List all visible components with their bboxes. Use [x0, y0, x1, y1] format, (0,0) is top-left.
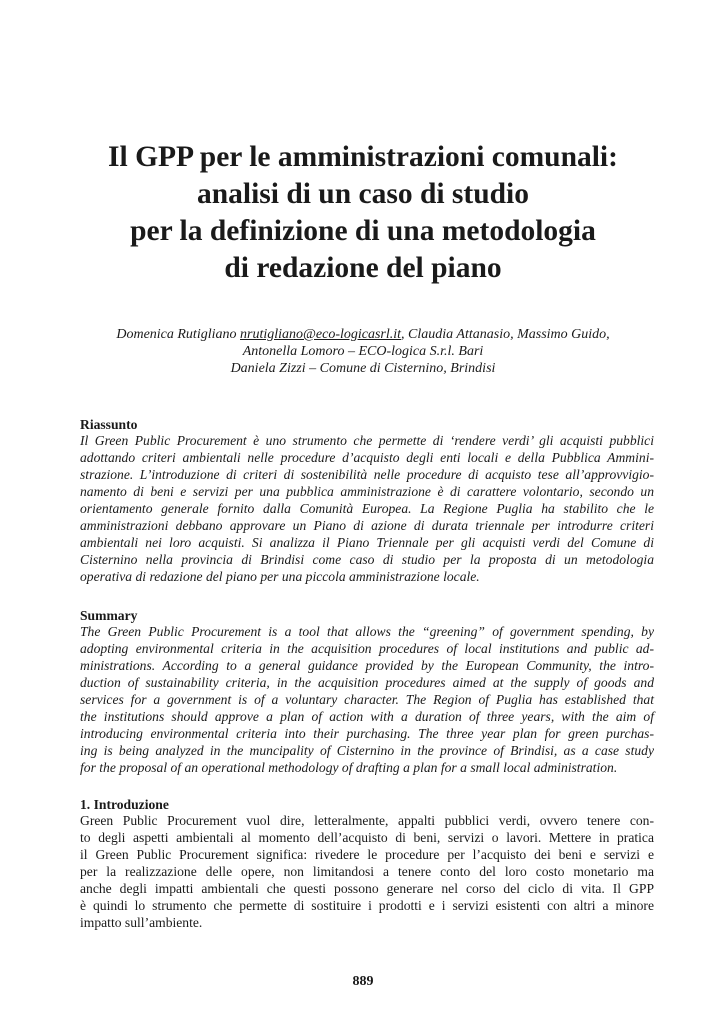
author-email-link[interactable]: nrutigliano@eco-logicasrl.it	[240, 327, 402, 342]
text-line: è quindi lo strumento che permette di sostituire i prodotti e i servizi esistenti con altri a minore	[80, 897, 654, 913]
title-line: per la definizione di una metodologia	[130, 215, 596, 247]
section-heading: Summary	[80, 608, 138, 623]
text-line: introducing environmental criteria into their purchasing. The three year plan for green purchas-	[80, 725, 654, 741]
text-line: Cisternino nella provincia di Brindisi come caso di studio per la proposta di un metodologia	[80, 551, 654, 567]
text-line: services for a government is of a voluntary character. The Region of Puglia has established that	[80, 691, 654, 707]
title-line: analisi di un caso di studio	[196, 178, 529, 210]
text-line: adottando criteri ambientali nelle procedure d’acquisto degli enti locali e della Pubblica Ammini-	[80, 449, 654, 465]
text-line: strazione. L’introduzione di criteri di sostenibilità nelle procedure di acquisto tese all’approvvigio-	[80, 466, 654, 482]
text-line: Green Public Procurement vuol dire, letteralmente, appalti pubblici verdi, ovvero tenere con-	[80, 813, 654, 828]
text-line: adopting environmental criteria in the acquisition procedures of local institutions and public ad-	[80, 640, 654, 656]
section-heading: Riassunto	[80, 417, 138, 432]
text-line: to degli aspetti ambientali al momento dell’acquisto di beni, servizi o lavori. Mettere in pratica	[80, 829, 654, 845]
section-heading: 1. Introduzione	[80, 797, 169, 812]
text-line: the institutions should approve a plan of action with a duration of three years, with the aim of	[80, 708, 654, 724]
title-line: di redazione del piano	[224, 252, 502, 284]
paper-title	[40, 139, 686, 287]
introduzione-text	[80, 813, 654, 932]
text-line: The Green Public Procurement is a tool that allows the “greening” of government spending, by	[80, 624, 654, 639]
author-affiliation: Antonella Lomoro – ECO-logica S.r.l. Bari	[242, 344, 484, 359]
title-line: Il GPP per le amministrazioni comunali:	[108, 141, 618, 173]
text-line: impatto sull’ambiente.	[80, 914, 203, 930]
text-line: orientamento generale fornito dalla Comunità Europea. La Regione Puglia ha stabilito che le	[80, 500, 654, 516]
author-names: Domenica Rutigliano	[116, 327, 240, 342]
text-line: for the proposal of an operational methodology of drafting a plan for a small local administration.	[80, 759, 618, 775]
text-line: ing is being analyzed in the muncipality of Cisternino in the province of Brindisi, as a case study	[80, 742, 654, 758]
author-line	[40, 326, 686, 343]
text-line: per la realizzazione delle opere, non limitandosi a tenere conto del loro costo monetario ma	[80, 863, 654, 879]
text-line: anche degli impatti ambientali che questi possono generare nel corso del ciclo di vita. Il GPP	[80, 880, 654, 896]
riassunto-text	[80, 433, 654, 586]
author-affiliation: Daniela Zizzi – Comune di Cisternino, Brindisi	[230, 361, 496, 376]
text-line: ministrations. According to a general guidance provided by the European Community, the intro-	[80, 657, 654, 673]
text-line: Il Green Public Procurement è uno strumento che permette di ‘rendere verdi’ gli acquisti pubblici	[80, 433, 654, 448]
text-line: ambientali nei loro acquisti. Si analizza il Piano Triennale per gli acquisti verdi del Comune di	[80, 534, 654, 550]
text-line: il Green Public Procurement significa: rivedere le procedure per l’acquisto dei beni e servizi e	[80, 846, 654, 862]
text-line: amministrazioni debbano approvare un Piano di azione di durata triennale per introdurre criteri	[80, 517, 654, 533]
introduzione-section	[80, 797, 654, 932]
text-line: operativa di redazione del piano per una piccola amministrazione locale.	[80, 568, 480, 584]
text-line: namento di beni e servizi per una pubblica amministrazione è di carattere volontario, secondo un	[80, 483, 654, 499]
summary-text	[80, 624, 654, 777]
summary-section	[80, 608, 654, 777]
riassunto-section	[80, 417, 654, 586]
author-block	[40, 326, 686, 377]
text-line: duction of sustainability criteria, in the acquisition procedures aimed at the supply of goods and	[80, 674, 654, 690]
page-number: 889	[352, 974, 374, 989]
author-names: , Claudia Attanasio, Massimo Guido,	[401, 327, 610, 342]
